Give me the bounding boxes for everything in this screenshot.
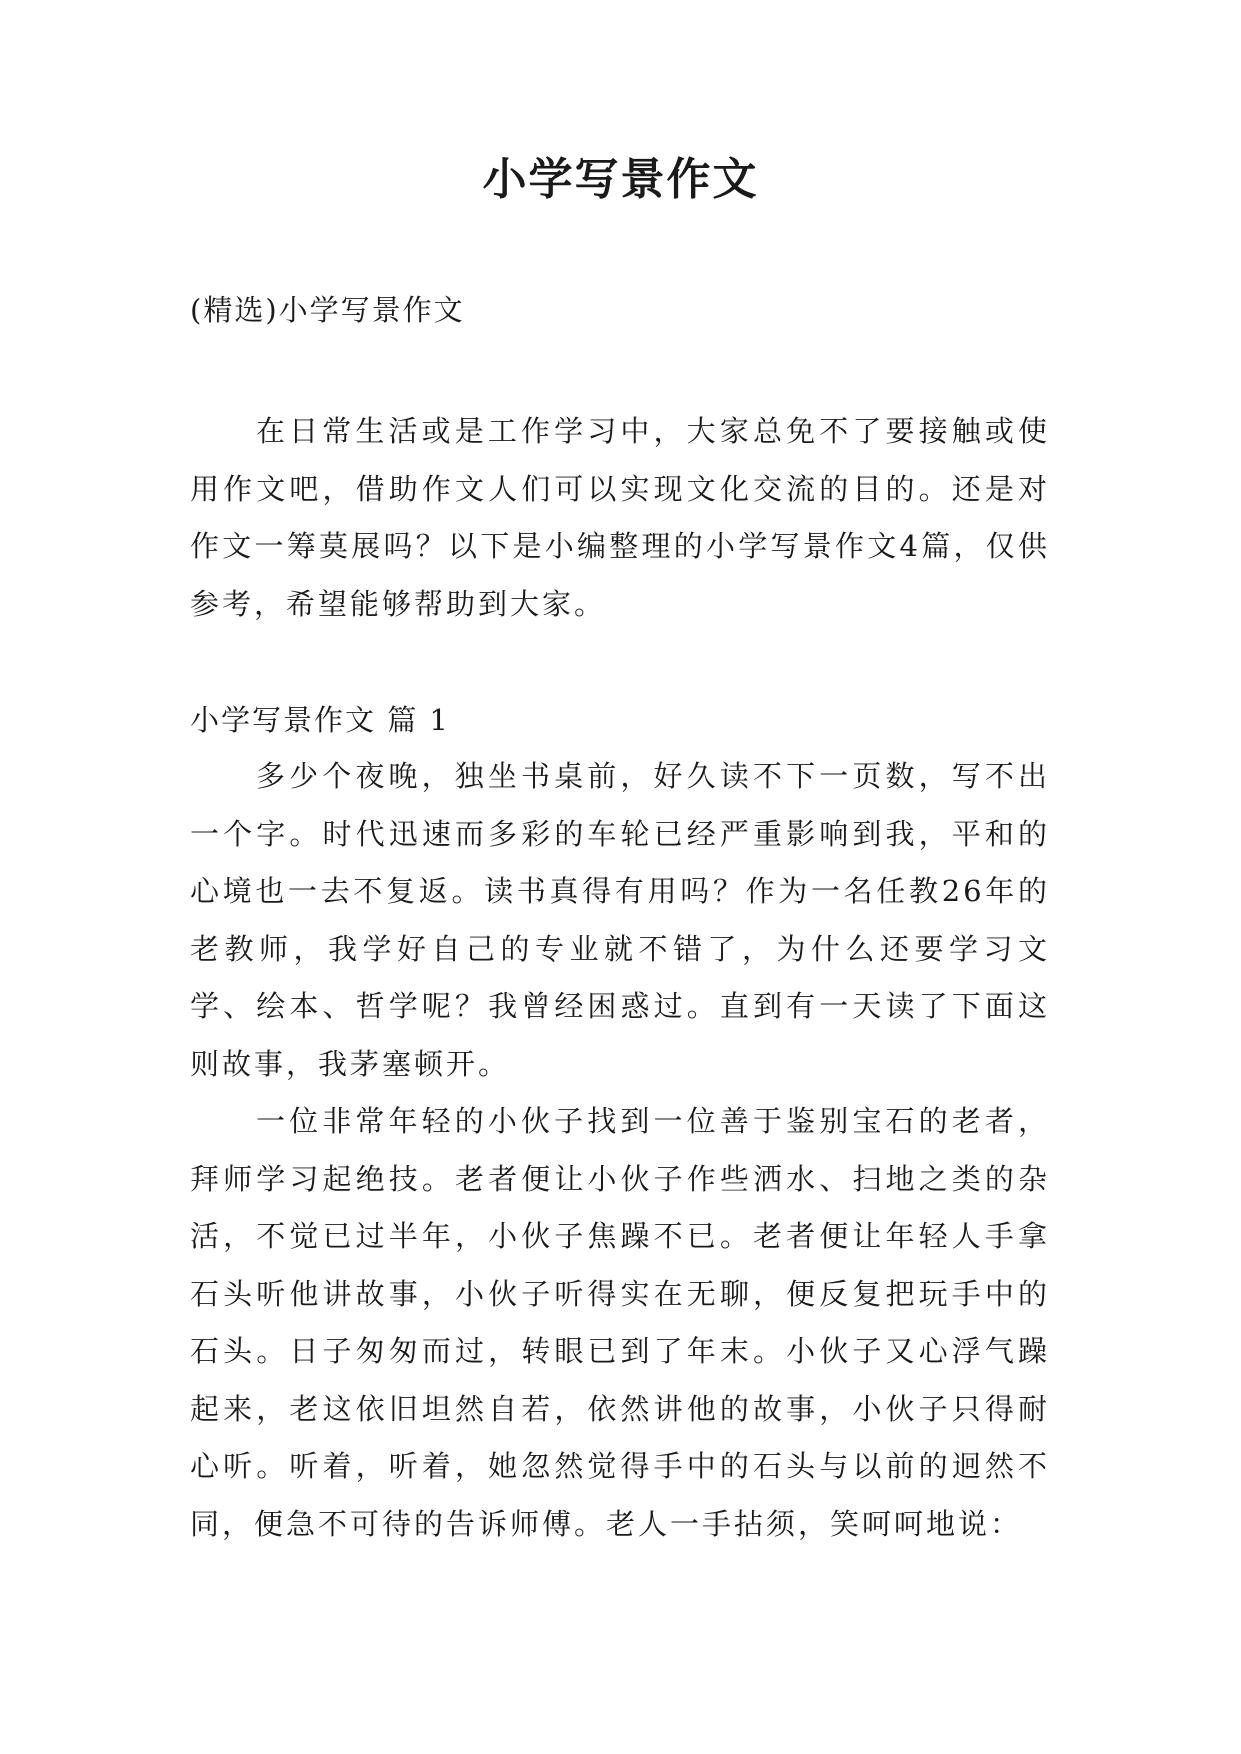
body-paragraph-1: 多少个夜晚，独坐书桌前，好久读不下一页数，写不出一个字。时代迅速而多彩的车轮已经严重影响到我，平和的心境也一去不复返。读书真得有用吗？作为一名任教26年的老教师，我学好自己的专业就不错了，为什么还要学习文学、绘本、哲学呢？我曾经困惑过。直到有一天读了下面这则故事，我茅塞顿开。	[190, 759, 1050, 1081]
intro-paragraph: 在日常生活或是工作学习中，大家总免不了要接触或使用作文吧，借助作文人们可以实现文化交流的目的。还是对作文一筹莫展吗？以下是小编整理的小学写景作文4篇，仅供参考，希望能够帮助到大家。	[190, 414, 1050, 621]
body-paragraph-2: 一位非常年轻的小伙子找到一位善于鉴别宝石的老者，拜师学习起绝技。老者便让小伙子作些洒水、扫地之类的杂活，不觉已过半年，小伙子焦躁不已。老者便让年轻人手拿石头听他讲故事，小伙子听得实在无聊，便反复把玩手中的石头。日子匆匆而过，转眼已到了年末。小伙子又心浮气躁起来，老这依旧坦然自若，依然讲他的故事，小伙子只得耐心听。听着，听着，她忽然觉得手中的石头与以前的迥然不同，便急不可待的告诉师傅。老人一手拈须，笑呵呵地说：	[190, 1104, 1050, 1541]
document-subtitle: (精选)小学写景作文	[190, 293, 465, 327]
section-heading: 小学写景作文 篇 1	[190, 703, 450, 737]
document-title: 小学写景作文	[482, 154, 759, 205]
